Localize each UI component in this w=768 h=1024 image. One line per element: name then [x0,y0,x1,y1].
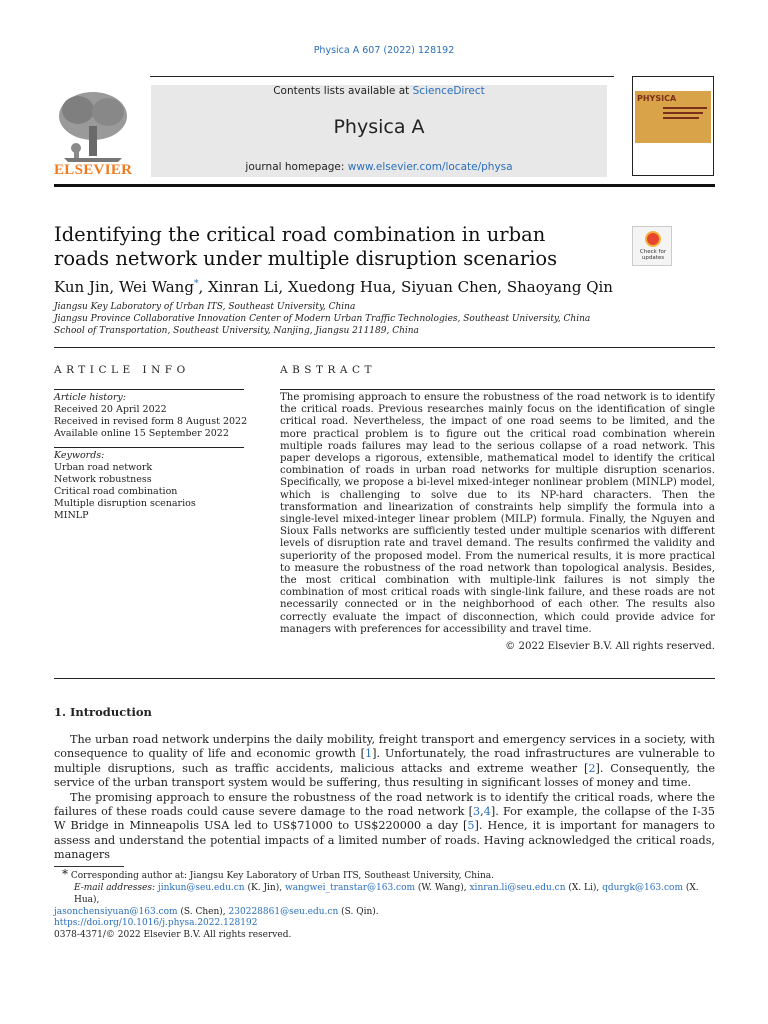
affiliation-line: Jiangsu Key Laboratory of Urban ITS, Southeast University, China [54,302,356,312]
author-list [54,278,694,296]
cover-line [663,107,707,109]
footnotes [54,868,715,918]
abstract-text: The promising approach to ensure the robustness of the road network is to identify the critical roads. Previous researches mainly focus on the identification of single critical road. Nevertheless, the impact of one road seems to be limited, and the more practical problem is to figure out the critical road combination wherein multiple roads failures may lead to the serious collapse of a road network. This paper develops a rigorous, extensible, mathematical model to identify the critical combination of roads in urban road networks for multiple disruption scenarios. Specifically, we propose a bi-level mixed-integer nonlinear problem (MINLP) model, which is challenging to solve due to its NP-hard characters. Then the transformation and linearization of constraints help simplify the formula into a single-level mixed-integer linear problem (MILP) formula. Finally, the Nguyen and Sioux Falls networks are sufficiently tested under multiple scenarios with different levels of disruption rate and travel demand. The results confirmed the validity and superiority of the proposed model. From the numerical results, it is more practical to measure the robustness of the road network than topological analysis. Besides, the most critical combination with multiple-link failures is not simply the combination of most critical roads with single-link failure, and these roads are not necessarily connected or in the neighborhood of each other. The results also correctly evaluate the impact of disconnection, which could provide advice for managers with preferences for accessibility and travel time. [280,392,715,635]
paragraph [54,791,715,863]
keyword-item: MINLP [54,510,89,521]
email-owner: (K. Jin), [247,883,283,893]
corresponding-note: Corresponding author at: Jiangsu Key Laboratory of Urban ITS, Southeast University, China. [70,871,494,881]
reference-link[interactable]: 2 [588,761,596,775]
check-for-updates-button[interactable] [632,226,672,266]
check-updates-label: Check for updates [639,249,667,261]
elsevier-wordmark: ELSEVIER [54,162,133,178]
keywords-rule [54,447,244,448]
email-footnote [54,882,715,906]
corresponding-footnote [54,868,715,882]
paragraph [54,733,715,791]
email-owner: (W. Wang), [417,883,467,893]
email-label: E-mail addresses: [74,883,156,893]
footnote-mark: * [62,867,68,881]
check-updates-icon [645,231,661,247]
abstract-rule [280,389,715,390]
affiliation-line: School of Transportation, Southeast University, Nanjing, Jiangsu 211189, China [54,326,419,336]
homepage-line [151,161,607,173]
cover-label: PHYSICA [637,94,677,103]
article-info-heading: ARTICLE INFO [54,364,190,376]
corresponding-author-mark[interactable]: * [193,279,199,289]
text-run: ]. Hence, it is important for managers to assess and understand the potential impacts of a limited number of roads. Having acknowledged the critical roads, managers [54,819,715,862]
doi-link[interactable]: https://doi.org/10.1016/j.physa.2022.128192 [54,918,258,928]
keyword-item: Multiple disruption scenarios [54,498,196,509]
keyword-item: Critical road combination [54,486,178,497]
email-footnote-cont [54,906,715,918]
email-owner: (X. Li), [568,883,600,893]
section-rule [54,347,715,348]
history-item: Received in revised form 8 August 2022 [54,416,248,427]
abstract-copyright: © 2022 Elsevier B.V. All rights reserved. [505,641,715,652]
cover-line [663,112,703,114]
contents-line [151,85,607,97]
journal-title: Physica A [333,116,425,138]
email-link[interactable]: xinran.li@seu.edu.cn [469,883,566,893]
authors-part2: , Xinran Li, Xuedong Hua, Siyuan Chen, Shaoyang Qin [198,278,613,296]
text-run: , [480,805,484,819]
keyword-item: Network robustness [54,474,152,485]
text-run: ]. Unfortunately, the road infrastructures are vulnerable to multiple disruptions, such as traffic accidents, malicious attacks and extreme weather [ [54,747,715,775]
text-run: ]. Consequently, the service of the urban transport system would be suffering, thus resulting in significant losses of money and time. [54,761,715,790]
abstract-heading: ABSTRACT [280,364,377,376]
masthead-rule [150,76,614,77]
introduction-body [54,733,715,863]
journal-citation[interactable]: Physica A 607 (2022) 128192 [313,45,455,56]
history-item: Available online 15 September 2022 [54,428,229,439]
article-history [54,392,254,440]
header-thick-rule [54,184,715,187]
affiliations [54,301,694,337]
email-link[interactable]: qdurgk@163.com [602,883,684,893]
article-info-rule [54,389,244,390]
contents-prefix: Contents lists available at [273,85,413,97]
text-run: The urban road network underpins the daily mobility, freight transport and emergency services in a society, with consequence to quality of life and economic growth [ [54,733,715,761]
email-link[interactable]: 230228861@seu.edu.cn [228,907,339,917]
homepage-link[interactable]: www.elsevier.com/locate/physa [347,161,513,173]
history-item: Received 20 April 2022 [54,404,167,415]
article-title: Identifying the critical road combination in urban roads network under multiple disruption scenarios [54,223,558,270]
reference-link[interactable]: 3 [473,805,481,819]
reference-link[interactable]: 4 [483,805,491,819]
history-label: Article history: [54,392,126,403]
email-link[interactable]: jinkun@seu.edu.cn [157,883,245,893]
journal-cover-thumbnail[interactable] [632,76,714,176]
email-owner: (X. Hua), [74,883,699,905]
issn-line: 0378-4371/© 2022 Elsevier B.V. All rights reserved. [54,930,292,940]
email-owner: (S. Chen), [180,907,226,917]
keyword-item: Urban road network [54,462,153,473]
affiliation-line: Jiangsu Province Collaborative Innovation Center of Modern Urban Traffic Technologies, Southeast University, China [54,314,591,324]
section-heading: 1. Introduction [54,705,152,719]
email-link[interactable]: jasonchensiyuan@163.com [54,907,178,917]
cover-line [663,117,699,119]
section-rule [54,678,715,679]
email-link[interactable]: wangwei_transtar@163.com [284,883,416,893]
text-run: ]. For example, the collapse of the I-35 W Bridge in Minneapolis USA led to US$71000 to US$220000 a day [ [54,805,715,833]
text-run: The promising approach to ensure the robustness of the road network is to identify the critical roads, where the failures of these roads could cause severe damage to the road network [ [54,790,715,819]
authors-part1: Kun Jin, Wei Wang [54,278,194,296]
homepage-prefix: journal homepage: [245,161,348,173]
email-owner: (S. Qin). [341,907,379,917]
keywords-list [54,450,254,522]
reference-link[interactable]: 5 [467,819,475,833]
sciencedirect-link[interactable]: ScienceDirect [412,85,485,97]
keywords-label: Keywords: [54,450,105,461]
reference-link[interactable]: 1 [365,747,373,761]
